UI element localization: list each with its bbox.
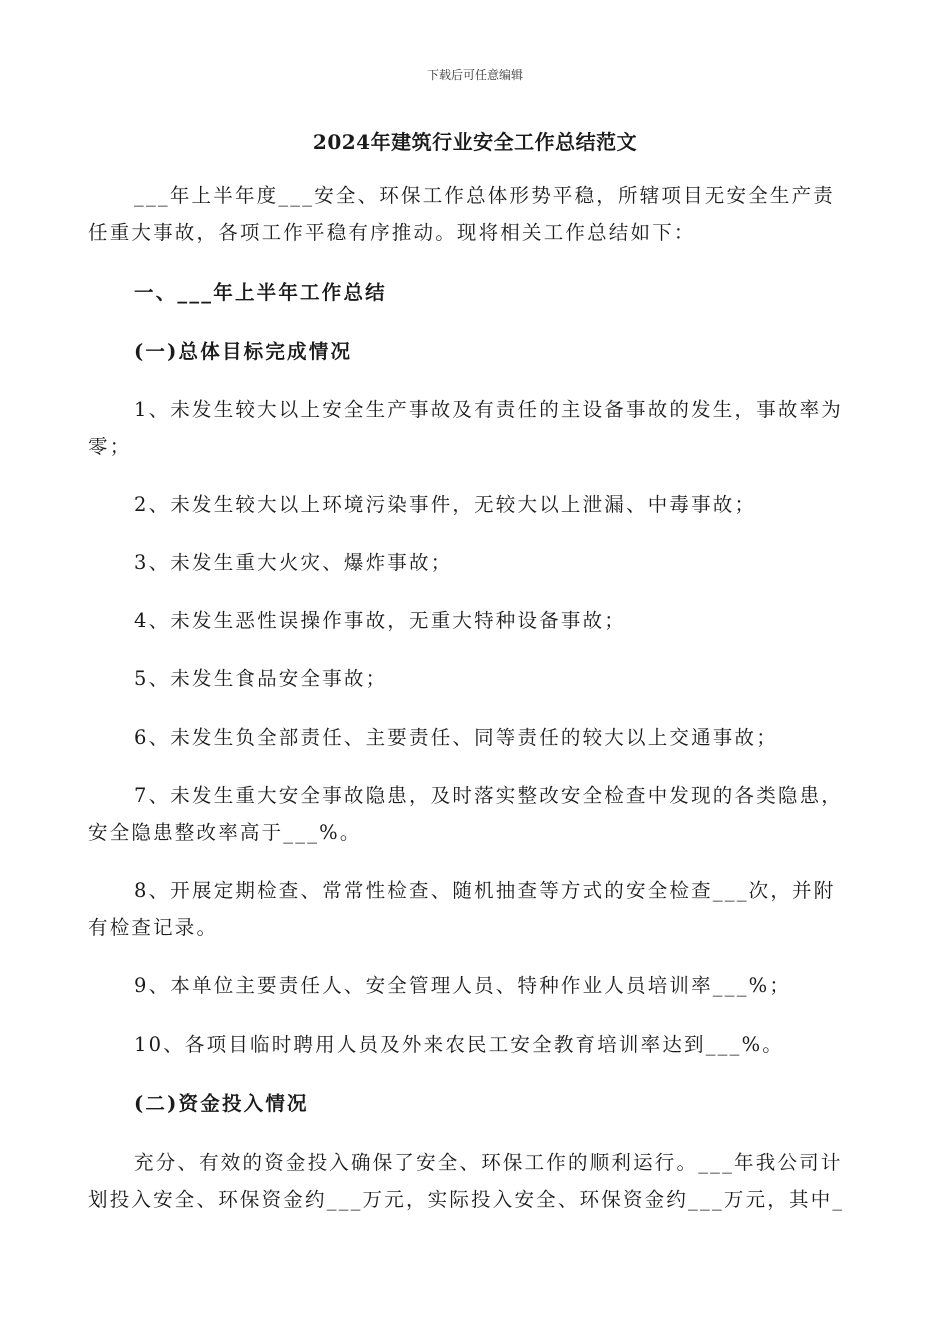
list-item-8-line-2: 有检查记录。 xyxy=(88,916,219,939)
intro-line-1: ___年上半年度___安全、环保工作总体形势平稳，所辖项目无安全生产责 xyxy=(134,184,836,207)
list-item-1-line-1: 1、未发生较大以上安全生产事故及有责任的主设备事故的发生，事故率为 xyxy=(134,398,844,421)
list-item-4: 4、未发生恶性误操作事故，无重大特种设备事故； xyxy=(134,609,627,632)
subsection-heading-2: (二)资金投入情况 xyxy=(134,1092,309,1115)
funding-line-1: 充分、有效的资金投入确保了安全、环保工作的顺利运行。___年我公司计 xyxy=(134,1151,843,1174)
list-item-6: 6、未发生负全部责任、主要责任、同等责任的较大以上交通事故； xyxy=(134,726,778,749)
list-item-8-line-1: 8、开展定期检查、常常性检查、随机抽查等方式的安全检查___次，并附 xyxy=(134,879,836,902)
list-item-7-line-1: 7、未发生重大安全事故隐患，及时落实整改安全检查中发现的各类隐患， xyxy=(134,784,844,807)
list-item-3: 3、未发生重大火灾、爆炸事故； xyxy=(134,551,453,574)
list-item-2: 2、未发生较大以上环境污染事件，无较大以上泄漏、中毒事故； xyxy=(134,493,757,516)
section-heading: 一、___年上半年工作总结 xyxy=(134,281,387,304)
subsection-heading-1: (一)总体目标完成情况 xyxy=(134,340,353,363)
list-item-1-line-2: 零； xyxy=(88,435,132,458)
document-title: 2024年建筑行业安全工作总结范文 xyxy=(312,130,638,154)
list-item-10: 10、各项目临时聘用人员及外来农民工安全教育培训率达到___%。 xyxy=(134,1033,784,1056)
list-item-7-line-2: 安全隐患整改率高于___%。 xyxy=(88,821,362,844)
intro-line-2: 任重大事故，各项工作平稳有序推动。现将相关工作总结如下： xyxy=(88,221,696,244)
list-item-9: 9、本单位主要责任人、安全管理人员、特种作业人员培训率___%； xyxy=(134,974,792,997)
funding-line-2: 划投入安全、环保资金约___万元，实际投入安全、环保资金约___万元，其中_ xyxy=(88,1188,845,1211)
list-item-5: 5、未发生食品安全事故； xyxy=(134,667,388,690)
header-note: 下载后可任意编辑 xyxy=(426,68,523,82)
